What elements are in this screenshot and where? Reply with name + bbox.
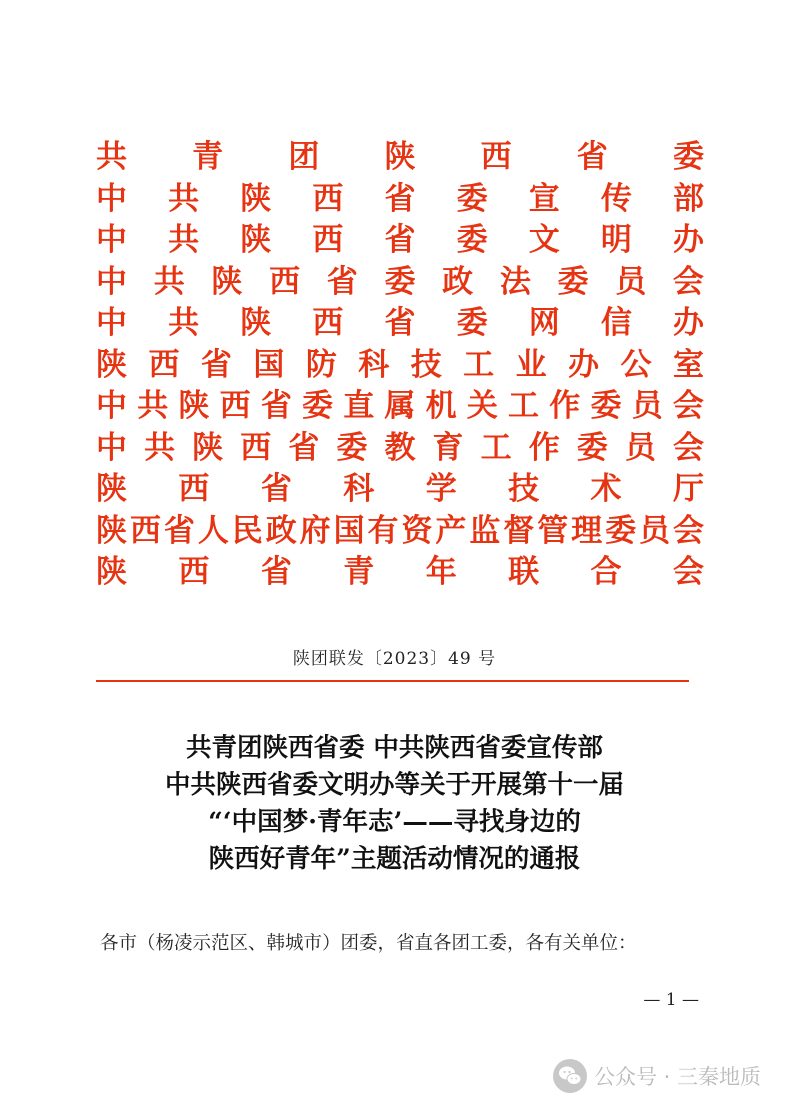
org-char: 教 <box>384 429 416 466</box>
org-char: 西 <box>269 263 301 300</box>
org-char: 西 <box>129 512 161 549</box>
org-line <box>96 428 704 470</box>
org-line <box>96 469 704 511</box>
org-char: 直 <box>343 388 375 424</box>
org-char: 工 <box>463 346 495 383</box>
org-char: 陕 <box>96 554 127 590</box>
org-char: 产 <box>435 512 467 549</box>
org-char: 会 <box>672 388 704 424</box>
org-char: 科 <box>358 346 390 383</box>
org-char: 共 <box>153 263 185 300</box>
org-char: 委 <box>456 222 488 258</box>
org-line <box>96 386 704 428</box>
org-char: 网 <box>528 305 560 341</box>
org-char: 公 <box>620 346 652 383</box>
org-char: 省 <box>326 263 358 300</box>
issuing-organizations <box>96 137 704 594</box>
org-char: 共 <box>168 222 200 258</box>
org-char: 关 <box>466 388 498 424</box>
org-char: 陕 <box>384 139 416 175</box>
org-char: 委 <box>672 139 704 175</box>
org-char: 西 <box>240 429 272 466</box>
org-char: 员 <box>631 388 663 424</box>
document-title <box>0 730 789 878</box>
org-char: 共 <box>168 180 200 217</box>
org-char: 委 <box>336 429 368 466</box>
org-char: 有 <box>367 512 399 549</box>
org-char: 工 <box>480 429 512 466</box>
wechat-icon <box>552 1058 588 1094</box>
org-char: 陕 <box>96 512 127 549</box>
org-char: 人 <box>197 512 229 549</box>
title-line: 中共陕西省委文明办等关于开展第十一届 <box>164 770 624 800</box>
org-char: 中 <box>96 305 127 341</box>
org-char: 陕 <box>240 180 272 217</box>
org-line <box>96 137 704 179</box>
org-line <box>96 179 704 221</box>
org-char: 国 <box>253 346 285 383</box>
org-char: 陕 <box>211 263 243 300</box>
org-char: 委 <box>384 263 416 300</box>
org-char: 办 <box>568 346 600 383</box>
org-char: 部 <box>673 180 704 217</box>
org-char: 省 <box>384 305 416 341</box>
org-char: 西 <box>312 305 344 341</box>
title-line: “‘中国梦·青年志’——寻找身边的 <box>208 807 581 837</box>
org-char: 委 <box>576 429 608 466</box>
org-char: 西 <box>178 554 210 590</box>
org-char: 共 <box>96 139 127 175</box>
org-char: 机 <box>425 388 457 424</box>
salutation: 各市（杨凌示范区、韩城市）团委，省直各团工委，各有关单位： <box>100 933 637 954</box>
org-char: 督 <box>503 512 535 549</box>
org-char: 委 <box>590 388 622 424</box>
org-char: 政 <box>442 263 474 300</box>
org-char: 会 <box>672 554 704 590</box>
org-char: 陕 <box>96 471 127 507</box>
org-char: 中 <box>96 429 127 466</box>
org-char: 员 <box>624 429 656 466</box>
org-char: 青 <box>192 139 224 175</box>
org-char: 青 <box>343 554 375 590</box>
org-char: 省 <box>288 429 320 466</box>
org-char: 员 <box>615 263 647 300</box>
org-char: 属 <box>384 388 416 424</box>
org-line <box>96 345 704 387</box>
org-line <box>96 220 704 262</box>
org-char: 传 <box>600 180 632 217</box>
org-char: 明 <box>600 222 632 258</box>
org-char: 法 <box>499 263 531 300</box>
org-char: 委 <box>302 388 334 424</box>
title-line: 共青团陕西省委 中共陕西省委宣传部 <box>186 733 603 763</box>
page-number: — 1 — <box>643 990 699 1010</box>
org-char: 委 <box>456 180 488 217</box>
org-char: 宣 <box>528 180 560 217</box>
watermark <box>552 1058 761 1094</box>
org-char: 办 <box>673 222 704 258</box>
org-char: 术 <box>590 471 622 507</box>
org-char: 西 <box>312 180 344 217</box>
org-char: 年 <box>425 554 457 590</box>
org-char: 省 <box>260 388 292 424</box>
org-char: 国 <box>333 512 365 549</box>
org-char: 省 <box>260 471 292 507</box>
org-char: 西 <box>219 388 251 424</box>
org-char: 监 <box>469 512 501 549</box>
org-char: 室 <box>672 346 704 383</box>
org-char: 共 <box>137 388 169 424</box>
org-char: 防 <box>305 346 337 383</box>
org-char: 陕 <box>96 346 127 383</box>
org-char: 学 <box>425 471 457 507</box>
org-char: 西 <box>148 346 180 383</box>
org-char: 会 <box>672 263 704 300</box>
org-char: 文 <box>528 222 560 258</box>
org-char: 委 <box>456 305 488 341</box>
org-char: 理 <box>571 512 603 549</box>
org-char: 共 <box>144 429 176 466</box>
org-char: 省 <box>384 222 416 258</box>
org-char: 中 <box>96 263 127 300</box>
title-line: 陕西好青年”主题活动情况的通报 <box>208 844 581 874</box>
org-char: 西 <box>480 139 512 175</box>
red-divider <box>96 680 689 682</box>
org-char: 办 <box>673 305 704 341</box>
org-char: 民 <box>231 512 263 549</box>
org-char: 陕 <box>240 305 272 341</box>
org-char: 育 <box>432 429 464 466</box>
org-char: 中 <box>96 388 127 424</box>
org-char: 省 <box>260 554 292 590</box>
org-char: 共 <box>168 305 200 341</box>
org-char: 技 <box>508 471 540 507</box>
org-char: 省 <box>576 139 608 175</box>
org-char: 府 <box>299 512 331 549</box>
org-char: 委 <box>557 263 589 300</box>
org-char: 会 <box>672 512 704 549</box>
org-char: 团 <box>288 139 320 175</box>
org-line <box>96 511 704 553</box>
org-char: 中 <box>96 222 127 258</box>
org-char: 政 <box>265 512 297 549</box>
org-char: 业 <box>515 346 547 383</box>
org-line <box>96 303 704 345</box>
org-char: 陕 <box>178 388 210 424</box>
org-char: 作 <box>528 429 560 466</box>
org-char: 省 <box>200 346 232 383</box>
org-char: 陕 <box>192 429 224 466</box>
org-char: 资 <box>401 512 433 549</box>
org-char: 联 <box>508 554 540 590</box>
org-char: 西 <box>312 222 344 258</box>
org-char: 厅 <box>672 471 704 507</box>
org-char: 合 <box>590 554 622 590</box>
org-char: 会 <box>672 429 704 466</box>
org-char: 管 <box>537 512 569 549</box>
org-char: 省 <box>384 180 416 217</box>
org-char: 委 <box>605 512 637 549</box>
org-char: 作 <box>549 388 581 424</box>
org-char: 西 <box>178 471 210 507</box>
org-char: 信 <box>600 305 632 341</box>
org-char: 省 <box>163 512 195 549</box>
org-char: 工 <box>508 388 540 424</box>
org-line <box>96 552 704 594</box>
org-line <box>96 262 704 304</box>
org-char: 中 <box>96 180 127 217</box>
org-char: 技 <box>410 346 442 383</box>
org-char: 陕 <box>240 222 272 258</box>
org-char: 员 <box>639 512 670 549</box>
watermark-text: 公众号 · 三秦地质 <box>593 1065 761 1089</box>
document-number: 陕团联发〔2023〕49 号 <box>292 649 497 669</box>
org-char: 科 <box>343 471 375 507</box>
